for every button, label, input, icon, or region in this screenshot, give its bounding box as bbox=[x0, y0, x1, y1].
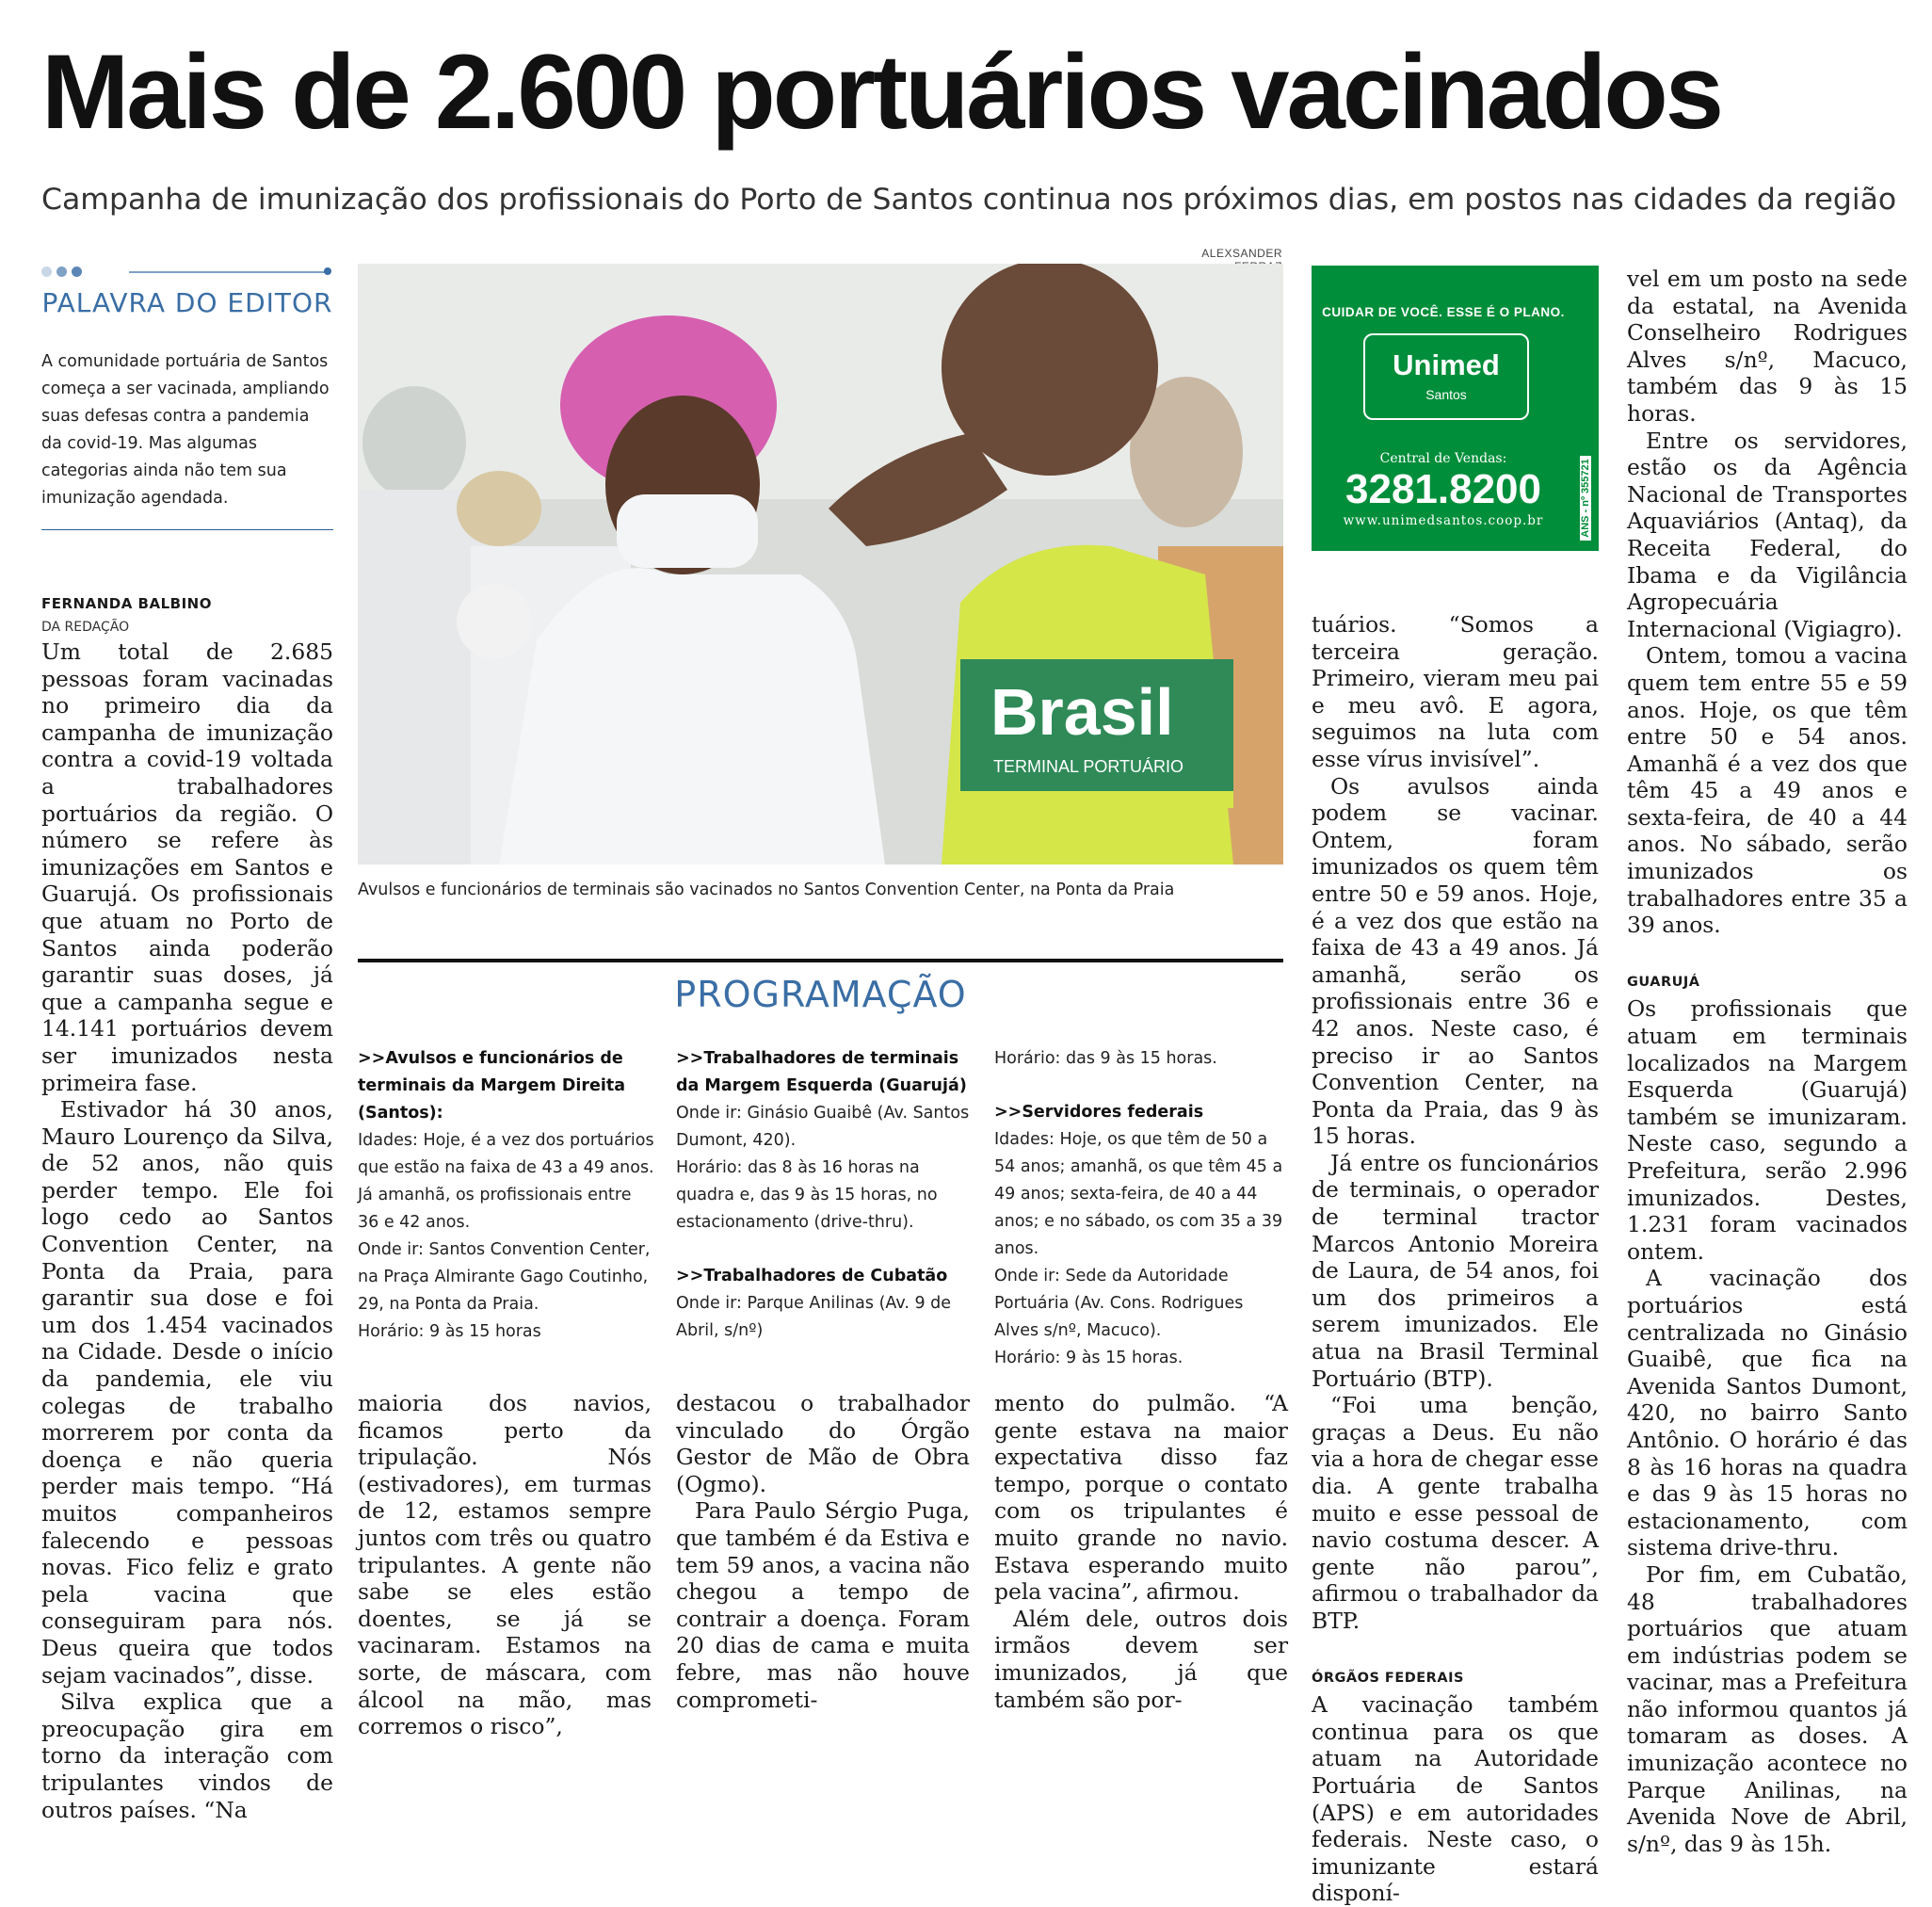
programacao-heading: >>Trabalhadores de terminais da Margem Esquerda (Guarujá) bbox=[676, 1049, 967, 1095]
article-column-5 bbox=[1312, 611, 1599, 1907]
programacao-line: Horário: 9 às 15 horas. bbox=[994, 1349, 1183, 1367]
programacao-heading: >>Servidores federais bbox=[994, 1103, 1204, 1122]
programacao-line: Onde ir: Parque Anilinas (Av. 9 de Abril, s/nº) bbox=[676, 1294, 952, 1340]
paragraph: destacou o trabalhador vinculado do Órgão Gestor de Mão de Obra (Ogmo). bbox=[676, 1390, 970, 1497]
paragraph: Por fim, em Cubatão, 48 trabalhadores portuários que atuam em indústrias podem se vacinar, mas a Prefeitura não informou quantos já tomaram as doses. A imunização acontece no Parque Anilinas, na Avenida Nove de Abril, s/nº, das 9 às 15h. bbox=[1627, 1560, 1908, 1857]
paragraph: vel em um posto na sede da estatal, na Avenida Conselheiro Rodrigues Alves s/nº, Macuco, também das 9 às 15 horas. bbox=[1627, 266, 1908, 427]
section-heading: ÓRGÃOS FEDERAIS bbox=[1312, 1670, 1464, 1686]
byline-desk: DA REDAÇÃO bbox=[41, 620, 130, 635]
section-heading: GUARUJÁ bbox=[1627, 974, 1700, 990]
ad-central: Central de Vendas: bbox=[1379, 451, 1507, 466]
ad-phone: 3281.8200 bbox=[1345, 466, 1541, 512]
ad-logo-box bbox=[1363, 333, 1529, 420]
ad-ans: ANS - nº 355721 bbox=[1580, 456, 1591, 541]
paragraph: Estivador há 30 anos, Mauro Lourenço da Silva, de 52 anos, não quis perder tempo. Ele foi logo cedo ao Santos Convention Center, na Ponta da Praia, para garantir sua dose e foi um dos 1.454 vacinados na Cidade. Desde o início da pandemia, ele viu colegas de trabalho morrerem por conta da doença e não queria perder mais tempo. “Há muitos companheiros falecendo e pessoas novas. Fico feliz e grato pela vacina que conseguiram para nós. Deus queira que todos sejam vacinados”, disse. bbox=[41, 1096, 333, 1689]
paragraph: Além dele, outros dois irmãos devem ser imunizados, já que também são por- bbox=[994, 1605, 1288, 1713]
photo-credit: ALEXSANDER bbox=[1201, 247, 1282, 260]
programacao-line: Idades: Hoje, é a vez dos portuários que estão na faixa de 43 a 49 anos. Já amanhã, os profissionais entre 36 e 42 anos. bbox=[358, 1131, 654, 1232]
byline-author: FERNANDA BALBINO bbox=[41, 595, 212, 612]
article-column-6 bbox=[1627, 266, 1908, 1857]
programacao-line: Onde ir: Ginásio Guaibê (Av. Santos Dumont, 420). bbox=[676, 1104, 970, 1150]
programacao-col-b bbox=[676, 1045, 973, 1345]
programacao-col-a bbox=[358, 1045, 654, 1346]
paragraph: “Foi uma benção, graças a Deus. Eu não via a hora de chegar esse dia. A gente trabalha muito e esse pessoal de navio costuma descer. A gente não parou”, afirmou o trabalhador da BTP. bbox=[1312, 1392, 1599, 1634]
headline: Mais de 2.600 portuários vacinados bbox=[41, 33, 1722, 151]
programacao-title: PROGRAMAÇÃO bbox=[674, 974, 967, 1015]
paragraph: A vacinação também continua para os que atuam na Autoridade Portuária de Santos (APS) e em autoridades federais. Neste caso, o imunizante estará disponí- bbox=[1312, 1691, 1599, 1907]
vaccination-photo bbox=[358, 264, 1283, 865]
paragraph: Para Paulo Sérgio Puga, que também é da Estiva e tem 59 anos, a vacina não chegou a tempo de contrair a doença. Foram 20 dias de cama e muita febre, mas não houve comprometi- bbox=[676, 1497, 970, 1713]
paragraph: Os profissionais que atuam em terminais localizados na Margem Esquerda (Guarujá) também se imunizaram. Neste caso, segundo a Prefeitura, serão 2.996 imunizados. Destes, 1.231 foram vacinados ontem. bbox=[1627, 995, 1908, 1265]
paragraph: Já entre os funcionários de terminais, o operador de terminal tractor Marcos Antonio Moreira de Laura, de 54 anos, foi um dos primeiros a serem imunizados. Ele atua na Brasil Terminal Portuário (BTP). bbox=[1312, 1149, 1599, 1392]
paragraph: Um total de 2.685 pessoas foram vacinadas no primeiro dia da campanha de imunização contra a covid-19 voltada a trabalhadores portuários da região. O número se refere às imunizações em Santos e Guarujá. Os profissionais que atuam no Porto de Santos ainda poderão garantir suas doses, já que a campanha segue e 14.141 portuários devem ser imunizados nesta primeira fase. bbox=[41, 638, 333, 1096]
programacao-line: Idades: Hoje, os que têm de 50 a 54 anos; amanhã, os que têm 45 a 49 anos; sexta-feira, de 40 a 44 anos; e no sábado, os com 35 a 39 anos. bbox=[994, 1130, 1283, 1258]
ad-slogan: CUIDAR DE VOCÊ. ESSE É O PLANO. bbox=[1322, 305, 1565, 319]
vest-brand: Brasil bbox=[990, 675, 1174, 749]
programacao-col-c bbox=[994, 1045, 1291, 1372]
photo-illustration bbox=[358, 264, 1283, 865]
editor-ornament bbox=[41, 264, 333, 279]
vest-sub: TERMINAL PORTUÁRIO bbox=[993, 757, 1184, 776]
paragraph: Silva explica que a preocupação gira em torno da interação com tripulantes vindos de outros países. “Na bbox=[41, 1689, 333, 1823]
paragraph: mento do pulmão. “A gente estava na maior expectativa disso faz tempo, porque o contato com os tripulantes é muito grande no navio. Estava esperando muito pela vacina”, afirmou. bbox=[994, 1390, 1288, 1606]
programacao-heading: >>Avulsos e funcionários de terminais da Margem Direita (Santos): bbox=[358, 1049, 626, 1123]
paragraph: Entre os servidores, estão os da Agência Nacional de Transportes Aquaviários (Antaq), da Receita Federal, do Ibama e da Vigilância Agropecuária Internacional (Vigiagro). bbox=[1627, 427, 1908, 642]
paragraph: Os avulsos ainda podem se vacinar. Ontem, foram imunizados os quem têm entre 50 e 59 anos. Hoje, é a vez dos que estão na faixa de 43 a 49 anos. Já amanhã, serão os profissionais entre 36 e 42 anos. Neste caso, é preciso ir ao Santos Convention Center, na Ponta da Praia, das 9 às 15 horas. bbox=[1312, 772, 1599, 1150]
article-column-2 bbox=[358, 1390, 652, 1740]
editor-divider bbox=[41, 529, 333, 530]
paragraph: A vacinação dos portuários está centralizada no Ginásio Guaibê, que fica na Avenida Santos Dumont, 420, no bairro Santo Antônio. O horário é das 8 às 16 horas na quadra e das 9 às 15 horas no estacionamento, com sistema drive-thru. bbox=[1627, 1265, 1908, 1561]
programacao-line: Horário: 9 às 15 horas bbox=[358, 1322, 541, 1341]
ad-city: Santos bbox=[1425, 387, 1467, 402]
article-column-4 bbox=[994, 1390, 1288, 1713]
paragraph: tuários. “Somos a terceira geração. Primeiro, vieram meu pai e meu avô. E agora, seguimos na luta com esse vírus invisível”. bbox=[1312, 611, 1599, 772]
editor-title: PALAVRA DO EDITOR bbox=[41, 287, 333, 318]
programacao-line: Horário: das 8 às 16 horas na quadra e, das 9 às 15 horas, no estacionamento (drive-thru). bbox=[676, 1158, 938, 1232]
article-column-1 bbox=[41, 638, 333, 1823]
photo-caption: Avulsos e funcionários de terminais são vacinados no Santos Convention Center, na Ponta da Praia bbox=[358, 881, 1175, 899]
editor-text: A comunidade portuária de Santos começa a ser vacinada, ampliando suas defesas contra a pandemia da covid-19. Mas algumas categorias ainda não tem sua imunização agendada. bbox=[41, 352, 330, 508]
programacao-line: Horário: das 9 às 15 horas. bbox=[994, 1049, 1217, 1068]
unimed-ad[interactable] bbox=[1312, 266, 1599, 551]
programacao-line: Onde ir: Santos Convention Center, na Praça Almirante Gago Coutinho, 29, na Ponta da Praia. bbox=[358, 1240, 651, 1314]
paragraph: Ontem, tomou a vacina quem tem entre 55 e 59 anos. Hoje, os que têm entre 50 e 54 anos. Amanhã é a vez dos que têm 45 a 49 anos e sexta-feira, de 40 a 44 anos. No sábado, serão imunizados os trabalhadores entre 35 a 39 anos. bbox=[1627, 642, 1908, 939]
ad-brand: Unimed bbox=[1393, 348, 1500, 381]
programacao-rule bbox=[358, 959, 1283, 962]
ad-url[interactable]: www.unimedsantos.coop.br bbox=[1343, 513, 1544, 528]
subheadline: Campanha de imunização dos profissionais do Porto de Santos continua nos próximos dias, em postos nas cidades da região bbox=[41, 183, 1897, 217]
programacao-heading: >>Trabalhadores de Cubatão bbox=[676, 1267, 948, 1285]
article-column-3 bbox=[676, 1390, 970, 1713]
programacao-line: Onde ir: Sede da Autoridade Portuária (Av. Cons. Rodrigues Alves s/nº, Macuco). bbox=[994, 1267, 1244, 1340]
paragraph: maioria dos navios, ficamos perto da tripulação. Nós (estivadores), em turmas de 12, estamos sempre juntos com três ou quatro tripulantes. A gente não sabe se eles estão doentes, se já se vacinaram. Estamos na sorte, de máscara, com álcool na mão, mas corremos o risco”, bbox=[358, 1390, 652, 1740]
